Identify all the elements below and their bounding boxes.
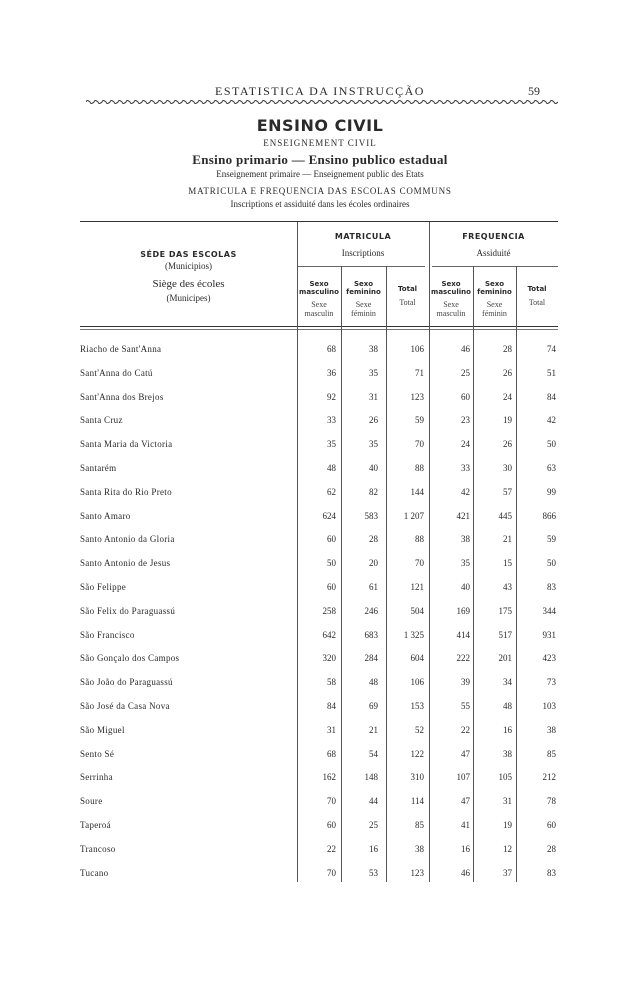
cell-m-t: 70 [415,439,424,450]
cell-m-f: 25 [369,820,378,830]
col-header-fem-fr: Sexe féminin [351,300,376,318]
cell-m-t: 85 [415,820,424,830]
cell-f-t: 866 [542,510,556,521]
group-header-matricula: MATRICULA [334,232,392,241]
cell-f-f: 31 [503,796,512,807]
table-row [80,605,558,617]
municipio-name: São Felix do Paraguassú [80,605,176,616]
cell-m-m: 624 [322,510,336,521]
municipio-name: Santo Antonio da Gloria [80,534,175,545]
municipio-name: São Gonçalo dos Campos [80,653,180,664]
col-header-total: Total [527,285,547,293]
cell-f-m: 42 [461,486,470,497]
cell-m-f: 61 [369,582,378,592]
cell-f-t: 63 [547,463,556,473]
cell-m-f: 246 [364,605,378,616]
table-row [80,438,558,450]
cell-m-m: 162 [322,772,336,783]
cell-m-t: 71 [415,367,424,378]
table-top-rule [80,221,558,222]
municipio-name: Sento Sé [80,748,115,759]
cell-m-f: 148 [364,772,378,783]
cell-f-f: 12 [503,843,512,854]
cell-f-m: 16 [461,843,470,854]
cell-m-t: 121 [410,582,424,592]
cell-m-m: 50 [327,558,336,569]
cell-f-f: 37 [503,867,512,878]
cell-f-f: 43 [503,582,512,592]
table-row [80,819,558,831]
group-header-frequencia-fr: Assiduité [476,248,511,258]
wavy-rule [86,98,558,106]
cell-m-t: 310 [410,772,424,783]
cell-m-f: 53 [369,867,378,878]
cell-m-t: 604 [410,653,424,664]
cell-m-m: 92 [327,391,336,402]
header-bottom-rule [80,326,558,327]
cell-m-f: 284 [364,653,378,664]
cell-f-m: 47 [461,796,470,807]
table-row [80,652,558,664]
cell-m-m: 70 [327,796,336,807]
municipio-name: Santa Cruz [80,415,123,426]
cell-f-f: 105 [498,772,512,783]
table-row [80,462,558,474]
cell-m-f: 683 [364,629,378,640]
cell-f-t: 73 [547,677,556,688]
municipio-name: Santarém [80,463,117,473]
municipio-name: São Francisco [80,629,135,640]
cell-m-t: 59 [415,415,424,426]
cell-f-f: 517 [498,629,512,640]
table-row [80,367,558,379]
municipio-name: Tucano [80,867,109,878]
col-header-fem-fr: Sexe féminin [482,300,507,318]
municipio-name: Santa Rita do Rio Preto [80,486,172,497]
stub-header-sub: (Municipios) [165,261,212,271]
cell-f-t: 60 [547,820,556,830]
cell-f-m: 40 [461,582,470,592]
cell-m-t: 88 [415,463,424,473]
group-rule-matricula [297,266,425,267]
cell-m-t: 123 [410,391,424,402]
cell-m-m: 35 [327,439,336,450]
cell-f-f: 15 [503,558,512,569]
cell-m-m: 22 [327,843,336,854]
cell-m-m: 642 [322,629,336,640]
cell-m-m: 68 [327,344,336,354]
cell-f-f: 48 [503,701,512,711]
cell-m-t: 52 [415,724,424,735]
cell-f-t: 59 [547,534,556,545]
table-row [80,414,558,426]
cell-m-f: 35 [369,439,378,450]
group-rule-frequencia [432,266,558,267]
col-divider [473,266,474,882]
cell-m-f: 35 [369,367,378,378]
table-row [80,700,558,712]
cell-m-t: 153 [410,701,424,711]
cell-m-t: 70 [415,558,424,569]
municipio-name: São Miguel [80,724,125,735]
cell-f-t: 50 [547,558,556,569]
cell-f-f: 21 [503,534,512,545]
cell-f-f: 34 [503,677,512,688]
table-caption: MATRICULA E FREQUENCIA DAS ESCOLAS COMMUNS [188,186,452,196]
table-row [80,581,558,593]
cell-f-m: 46 [461,867,470,878]
table-row [80,795,558,807]
cell-f-f: 26 [503,367,512,378]
cell-m-t: 114 [410,796,424,807]
municipio-name: Trancoso [80,843,116,854]
municipio-name: São Felippe [80,582,127,592]
cell-f-f: 57 [503,486,512,497]
cell-f-t: 83 [547,582,556,592]
municipio-name: Serrinha [80,772,113,783]
stub-header-fr: Siège des écoles [152,278,225,290]
table-row [80,533,558,545]
cell-f-m: 33 [461,463,470,473]
cell-f-f: 201 [498,653,512,664]
cell-f-m: 169 [456,605,470,616]
cell-m-f: 54 [369,748,378,759]
cell-m-f: 38 [369,344,378,354]
cell-f-f: 16 [503,724,512,735]
col-header-fem: Sexo feminino [346,280,381,296]
cell-m-f: 583 [364,510,378,521]
cell-m-m: 68 [327,748,336,759]
cell-m-f: 21 [369,724,378,735]
subsection-title-fr: Enseignement primaire — Enseignement public des Etats [216,169,424,179]
cell-m-m: 62 [327,486,336,497]
cell-f-f: 19 [503,820,512,830]
group-header-matricula-fr: Inscriptions [341,248,385,258]
col-header-total: Total [397,285,418,293]
municipio-name: Soure [80,796,103,807]
cell-f-m: 23 [461,415,470,426]
cell-m-t: 123 [410,867,424,878]
cell-m-f: 28 [369,534,378,545]
cell-f-f: 38 [503,748,512,759]
stub-header: SÉDE DAS ESCOLAS [140,250,237,259]
group-header-frequencia: FREQUENCIA [462,232,525,241]
cell-f-t: 42 [547,415,556,426]
cell-m-f: 16 [369,843,378,854]
cell-m-m: 48 [327,463,336,473]
cell-f-t: 83 [547,867,556,878]
cell-f-t: 78 [547,796,556,807]
col-divider [516,266,517,882]
cell-f-m: 60 [461,391,470,402]
cell-m-f: 26 [369,415,378,426]
municipio-name: Sant'Anna dos Brejos [80,391,164,402]
table-row [80,557,558,569]
cell-f-t: 84 [547,391,556,402]
cell-f-m: 24 [461,439,470,450]
municipio-name: Santa Maria da Victoria [80,439,173,450]
cell-f-m: 47 [461,748,470,759]
col-header-total-fr: Total [528,298,546,307]
cell-m-m: 31 [327,724,336,735]
table-row [80,867,558,879]
table-row [80,843,558,855]
cell-m-f: 31 [369,391,378,402]
col-header-fem: Sexo feminino [477,280,512,296]
cell-m-f: 20 [369,558,378,569]
cell-f-m: 41 [461,820,470,830]
col-header-total-fr: Total [399,298,416,307]
cell-f-t: 28 [547,843,556,854]
header-bottom-rule-2 [80,329,558,330]
cell-f-t: 51 [547,367,556,378]
cell-f-t: 85 [547,748,556,759]
subsection-title: Ensino primario — Ensino publico estadual [192,152,448,167]
cell-m-f: 40 [369,463,378,473]
cell-m-f: 82 [369,486,378,497]
cell-m-m: 84 [327,701,336,711]
cell-f-m: 421 [456,510,470,521]
cell-m-t: 122 [410,748,424,759]
table-row [80,629,558,641]
cell-f-t: 344 [542,605,556,616]
cell-m-t: 106 [410,677,424,688]
cell-m-t: 106 [410,344,424,354]
cell-f-t: 103 [542,701,556,711]
cell-m-f: 69 [369,701,378,711]
table-row [80,486,558,498]
cell-f-f: 24 [503,391,512,402]
cell-f-m: 222 [456,653,470,664]
col-divider [341,266,342,882]
cell-m-t: 1 325 [403,629,424,640]
table-caption-fr: Inscriptions et assiduité dans les écoles ordinaires [230,199,410,209]
cell-m-f: 48 [369,677,378,688]
cell-f-m: 25 [461,367,470,378]
table-row [80,748,558,760]
cell-f-m: 107 [456,772,470,783]
col-header-masc-fr: Sexe masculin [436,300,466,318]
table-row [80,510,558,522]
cell-m-t: 144 [410,486,424,497]
cell-m-t: 38 [415,843,424,854]
municipio-name: Riacho de Sant'Anna [80,344,162,354]
cell-f-t: 423 [542,653,556,664]
cell-m-m: 58 [327,677,336,688]
cell-f-t: 931 [542,629,556,640]
cell-m-t: 504 [410,605,424,616]
municipio-name: São José da Casa Nova [80,701,170,711]
municipio-name: Taperoá [80,820,111,830]
cell-f-t: 50 [547,439,556,450]
cell-f-f: 30 [503,463,512,473]
cell-m-m: 70 [327,867,336,878]
cell-m-t: 88 [415,534,424,545]
cell-f-m: 35 [461,558,470,569]
col-header-masc: Sexo masculino [431,280,471,296]
cell-f-m: 22 [461,724,470,735]
cell-m-m: 258 [322,605,336,616]
table-row [80,391,558,403]
cell-m-m: 60 [327,582,336,592]
cell-m-m: 60 [327,534,336,545]
col-header-masc: Sexo masculino [299,280,339,296]
municipio-name: Santo Antonio de Jesus [80,558,171,569]
cell-f-f: 28 [503,344,512,354]
page-number: 59 [528,84,540,98]
cell-m-m: 33 [327,415,336,426]
cell-f-m: 55 [461,701,470,711]
cell-f-m: 414 [456,629,470,640]
cell-f-m: 38 [461,534,470,545]
cell-f-f: 445 [498,510,512,521]
table-row [80,771,558,783]
cell-m-m: 60 [327,820,336,830]
cell-f-t: 38 [547,724,556,735]
cell-m-m: 320 [322,653,336,664]
cell-f-t: 99 [547,486,556,497]
municipio-name: Sant'Anna do Catú [80,367,153,378]
section-title-fr: ENSEIGNEMENT CIVIL [263,138,377,148]
cell-f-m: 46 [461,344,470,354]
municipio-name: São João do Paraguassú [80,677,173,688]
cell-m-m: 36 [327,367,336,378]
col-divider [386,266,387,882]
cell-f-t: 74 [547,344,556,354]
cell-f-t: 212 [542,772,556,783]
section-title: ENSINO CIVIL [256,116,384,135]
running-title: ESTATISTICA DA INSTRUCÇÃO [215,84,425,98]
cell-f-f: 175 [498,605,512,616]
cell-f-m: 39 [461,677,470,688]
municipio-name: Santo Amaro [80,510,131,521]
table-row [80,343,558,355]
stub-header-fr-sub: (Municipes) [166,293,211,303]
cell-m-t: 1 207 [403,510,424,521]
table-row [80,724,558,736]
cell-f-f: 26 [503,439,512,450]
table-row [80,676,558,688]
cell-f-f: 19 [503,415,512,426]
col-header-masc-fr: Sexe masculin [304,300,334,318]
cell-m-f: 44 [369,796,378,807]
